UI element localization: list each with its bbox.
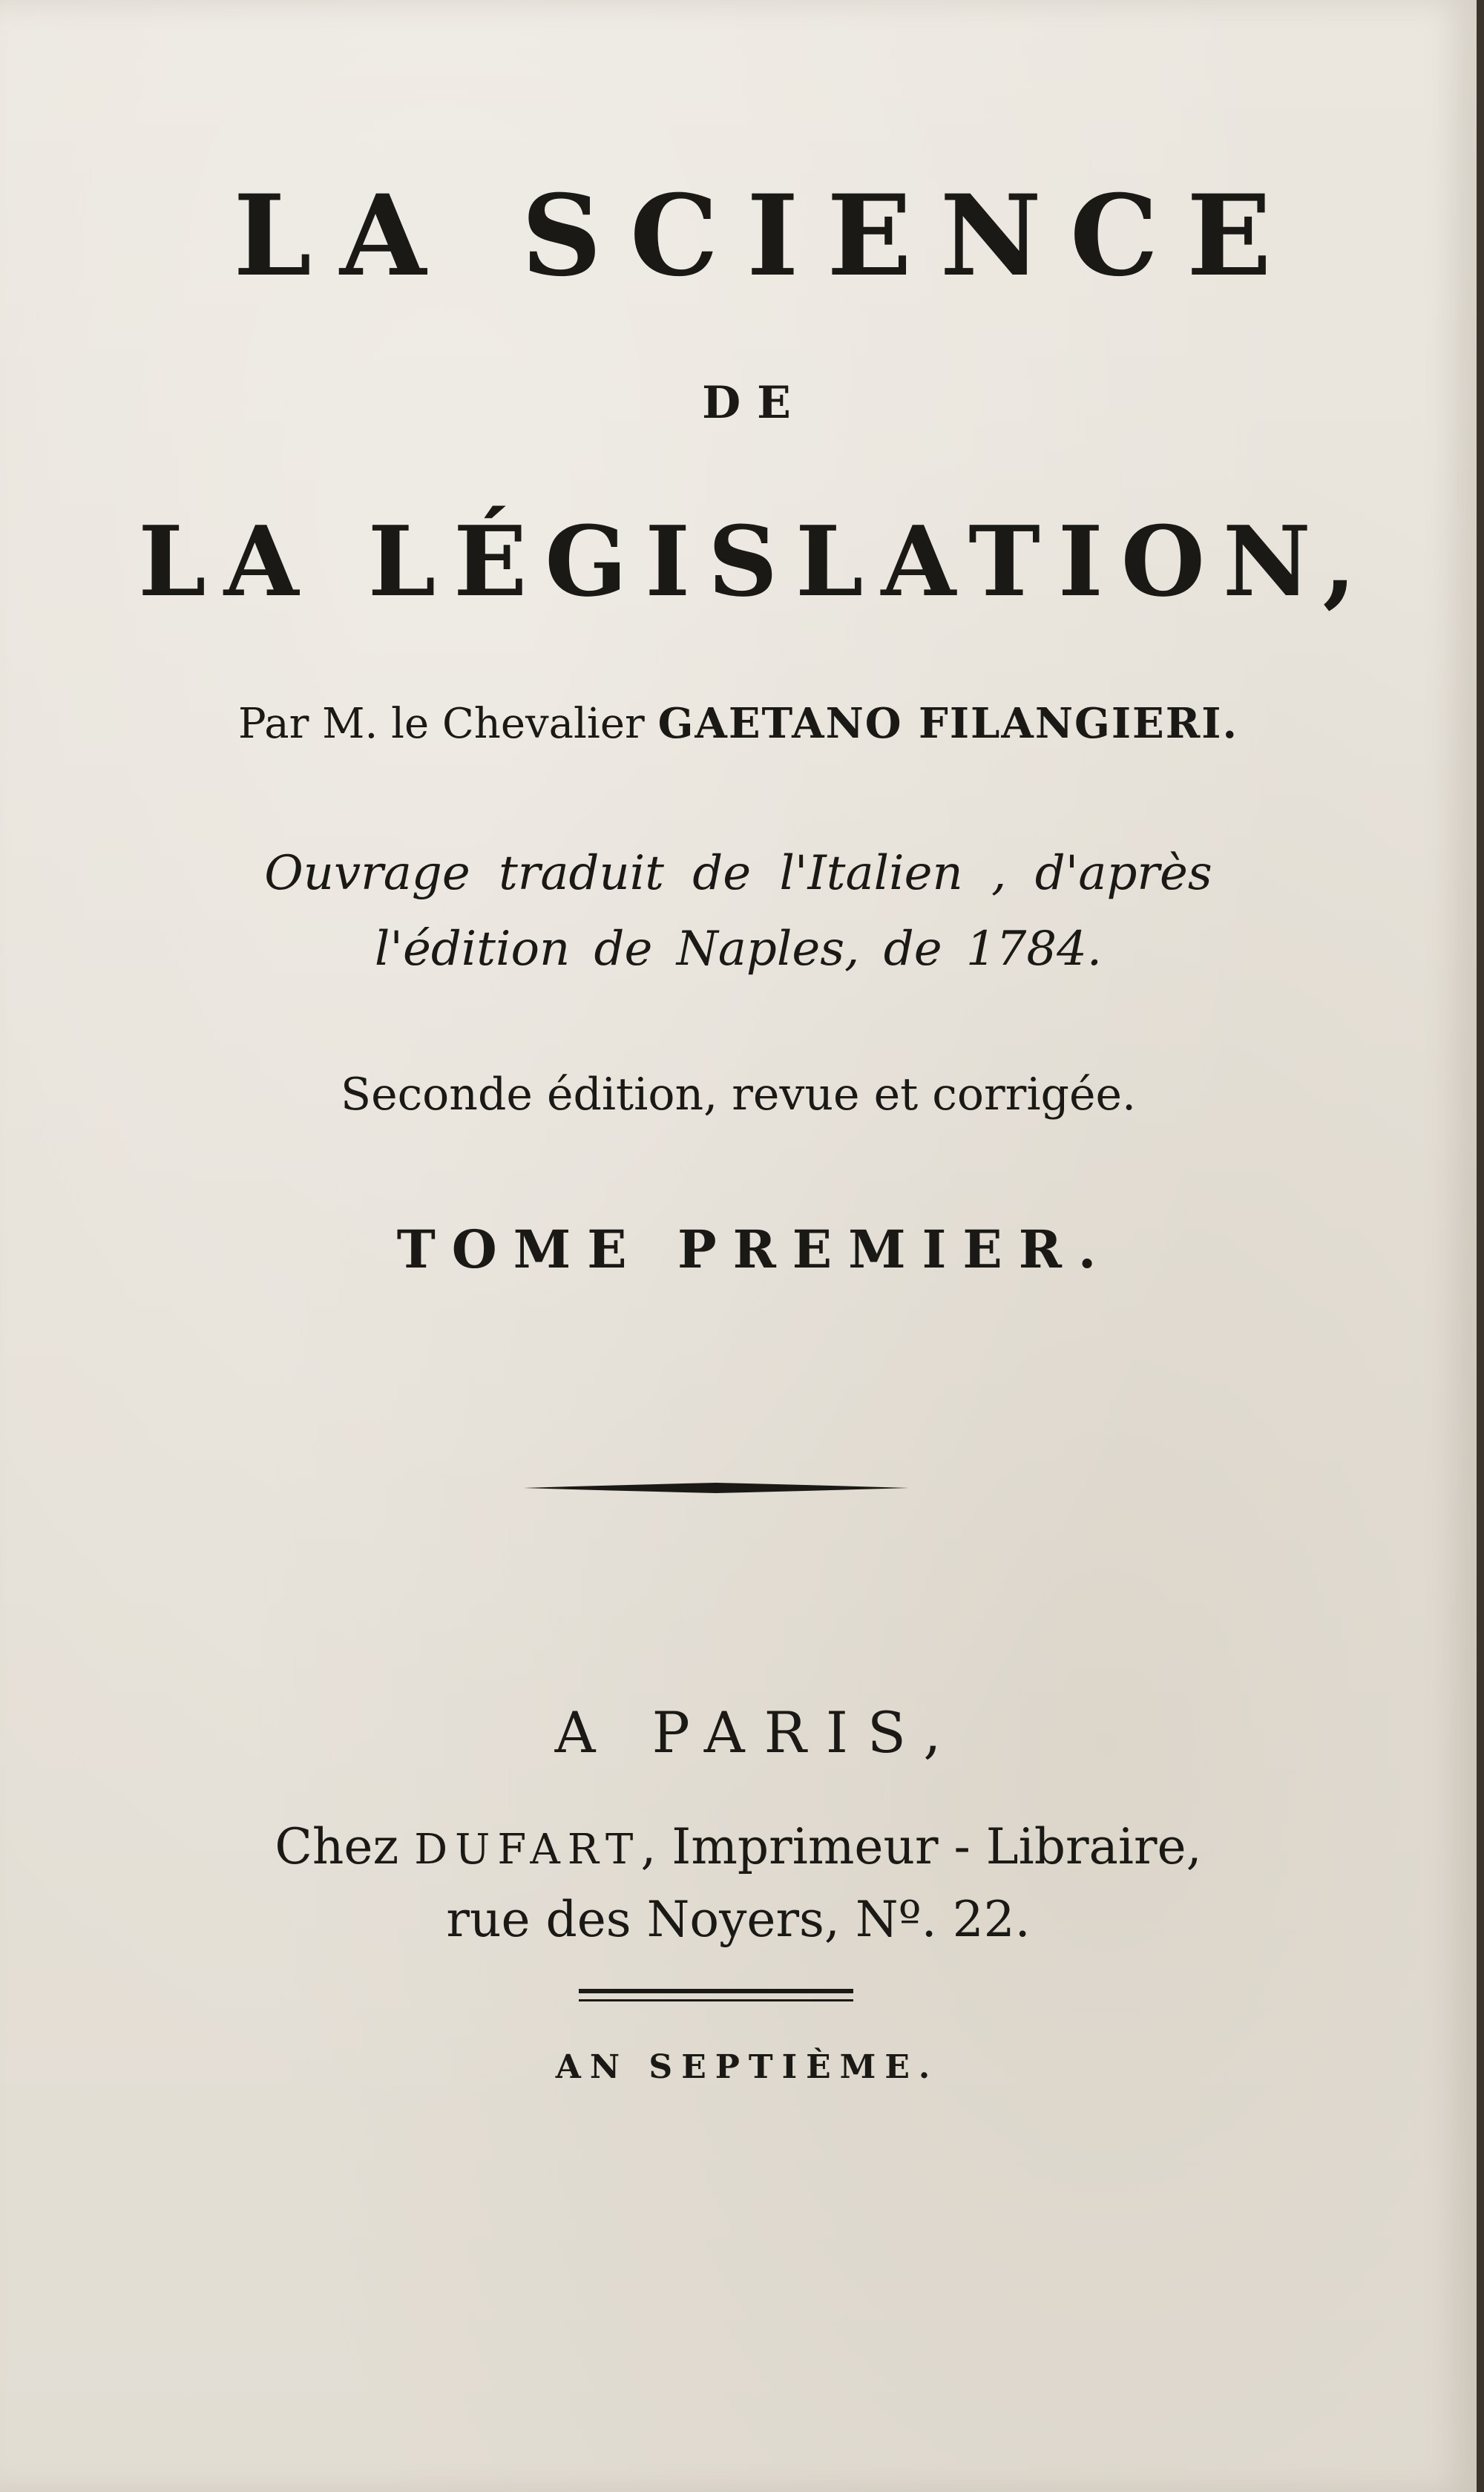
book-title-subject: LA LÉGISLATION, xyxy=(138,505,1374,618)
double-rule xyxy=(579,1989,853,2011)
imprint-city: A PARIS, xyxy=(554,1699,961,1765)
publisher-address: rue des Noyers, Nº. 22. xyxy=(446,1891,1031,1948)
book-edge xyxy=(1477,0,1484,2492)
publisher-role: , Imprimeur - Libraire, xyxy=(640,1818,1202,1875)
publisher-name: DUFART xyxy=(414,1826,641,1874)
ornamental-rule xyxy=(523,1483,909,1493)
author-line xyxy=(0,699,1477,748)
translation-note-line-1: Ouvrage traduit de l'Italien , d'après xyxy=(264,846,1212,901)
author-prefix: Par M. le Chevalier xyxy=(238,700,645,748)
volume-statement: TOME PREMIER. xyxy=(396,1219,1113,1280)
imprint-year: AN SEPTIÈME. xyxy=(555,2048,939,2086)
publisher-line xyxy=(0,1818,1477,1875)
double-rule-top xyxy=(579,1989,853,1993)
book-title-connector: DE xyxy=(702,377,807,429)
translation-note-line-2: l'édition de Naples, de 1784. xyxy=(374,922,1103,977)
double-rule-bottom xyxy=(579,1999,853,2001)
author-name: GAETANO FILANGIERI. xyxy=(657,699,1238,748)
book-title: LA SCIENCE xyxy=(233,171,1300,301)
publisher-prefix: Chez xyxy=(275,1818,399,1875)
edition-statement: Seconde édition, revue et corrigée. xyxy=(340,1069,1137,1121)
